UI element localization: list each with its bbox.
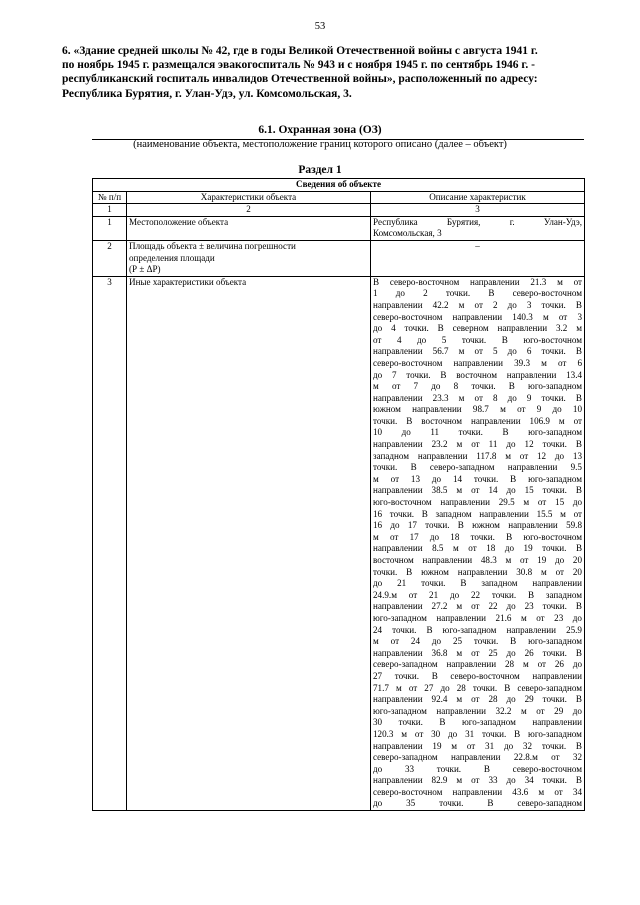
row-number: 3 <box>93 276 127 810</box>
table-caption-row <box>93 179 585 192</box>
description-line: от 4 до 5 точки. В юго-восточном <box>373 334 583 345</box>
description-line: северо-западном направлении 28 м от 26 до <box>373 659 583 670</box>
part-title: Раздел 1 <box>298 164 342 176</box>
description-line: м от 17 до 18 точки. В юго-восточном <box>373 531 583 542</box>
description-line: направлении 56.7 м от 5 до 6 точки. В <box>373 346 582 357</box>
description-line: северо-западном направлении 22.8.м от 32 <box>373 752 582 763</box>
description-line: юго-западном направлении 21.6 м от 23 до <box>373 612 582 623</box>
description-line: направлении 8.5 м от 18 до 19 точки. В <box>373 543 583 554</box>
description-line: 24 точки. В юго-западном направлении 25.9 <box>373 624 582 635</box>
description-line: 30 точки. В юго-западном направлении <box>373 717 582 728</box>
characteristic-line: определения площади <box>129 252 215 263</box>
description-line: м от 13 до 14 точки. В юго-западном <box>373 473 582 484</box>
row-description: – <box>371 240 585 276</box>
column-header-characteristic: Характеристики объекта <box>127 191 371 204</box>
description-line: 10 до 11 точки. В юго-западном <box>373 427 582 438</box>
description-line: 120.3 м от 30 до 31 точки. В юго-западном <box>373 728 582 739</box>
description-line: северо-восточном направлении 39.3 м от 6 <box>373 357 582 368</box>
row-description <box>371 216 585 240</box>
table-row <box>93 240 585 276</box>
description-line: 71.7 м от 27 до 28 точки. В северо-западном <box>373 682 582 693</box>
section-title: 6.1. Охранная зона (ОЗ) <box>258 124 382 136</box>
description-line: 16 до 17 точки. В южном направлении 59.8 <box>373 520 582 531</box>
description-line: восточном направлении 48.3 м от 19 до 20 <box>373 555 582 565</box>
column-header-description: Описание характеристик <box>371 191 585 204</box>
description-line: точки. В восточном направлении 106.9 м от <box>373 415 583 426</box>
description-line: точки. В северо-западном направлении 9.5 <box>373 462 582 473</box>
description-line: до 21 точки. В западном направлении <box>373 578 582 589</box>
description-line: до 7 точки. В восточном направлении 13.4 <box>373 369 583 380</box>
description-line: северо-восточном направлении 43.6 м от 34 <box>373 786 582 797</box>
description-line: направлении 19 м от 31 до 32 точки. В <box>373 740 582 751</box>
description-line: В северо-восточном направлении 21.3 м от <box>373 276 583 287</box>
description-line: южном направлении 98.7 м от 9 до 10 <box>373 404 583 415</box>
description-line: 24.9.м от 21 до 22 точки. В западном <box>373 589 582 600</box>
page-number: 53 <box>314 21 326 32</box>
row-number: 1 <box>93 216 127 240</box>
table-row <box>93 276 585 810</box>
heading-line: по ноябрь 1945 г. размещался эвакогоспиталь № 943 и с ноября 1945 г. по сентябрь 1946 г. - <box>62 59 535 72</box>
section-subcaption: (наименование объекта, местоположение границ которого описано (далее – объект) <box>133 139 507 150</box>
table-row <box>93 216 585 240</box>
characteristic-line: (Р ± ΔР) <box>129 264 161 275</box>
description-line: направлении 36.8 м от 25 до 26 точки. В <box>373 647 582 658</box>
description-line: 16 точки. В западном направлении 15.5 м от <box>373 508 583 519</box>
description-line: западном направлении 117.8 м от 12 до 13 <box>373 450 582 461</box>
column-number: 3 <box>371 204 585 217</box>
description-line: направлении 23.3 м от 8 до 9 точки. В <box>373 392 582 403</box>
column-number: 2 <box>127 204 371 217</box>
heading-line: республиканский госпиталь инвалидов Отечественной войны», расположенный по адресу: <box>62 73 538 86</box>
description-line: юго-западном направлении 32.2 м от 29 до <box>373 705 582 716</box>
description-line: м от 7 до 8 точки. В юго-западном <box>373 381 582 392</box>
characteristic-line: Площадь объекта ± величина погрешности <box>129 240 296 251</box>
row-characteristic <box>127 240 371 276</box>
heading-line: 6. «Здание средней школы № 42, где в годы Великой Отечественной войны с августа 1941 г. <box>62 45 538 57</box>
object-info-table <box>92 178 585 811</box>
row-characteristic: Местоположение объекта <box>127 216 371 240</box>
table-header-row <box>93 191 585 204</box>
description-line: точки. В южном направлении 30.8 м от 20 <box>373 566 582 577</box>
description-line: 27 точки. В северо-восточном направлении <box>373 670 582 681</box>
description-line: направлении 82.9 м от 33 до 34 точки. В <box>373 775 582 786</box>
description-line: Комсомольская, 3 <box>373 228 442 239</box>
object-heading <box>62 44 580 101</box>
description-line: направлении 27.2 м от 22 до 23 точки. В <box>373 601 582 612</box>
column-header-number: № п/п <box>93 191 127 204</box>
description-line: до 4 точки. В северном направлении 3.2 м <box>373 323 582 334</box>
description-line: направлении 92.4 м от 28 до 29 точки. В <box>373 694 582 705</box>
heading-line: Республика Бурятия, г. Улан-Удэ, ул. Комсомольская, 3. <box>62 87 352 100</box>
description-line: Республика Бурятия, г. Улан-Удэ, <box>373 216 582 227</box>
row-description <box>371 276 585 810</box>
row-number: 2 <box>93 240 127 276</box>
description-line: направлении 38.5 м от 14 до 15 точки. В <box>373 485 582 496</box>
table-numbering-row <box>93 204 585 217</box>
description-line: м от 24 до 25 точки. В юго-западном <box>373 636 582 647</box>
table-caption: Сведения об объекте <box>93 179 585 192</box>
description-line: до 35 точки. В северо-западном <box>373 798 582 809</box>
description-line: направлении 23.2 м от 11 до 12 точки. В <box>373 439 582 450</box>
row-characteristic: Иные характеристики объекта <box>127 276 371 810</box>
description-line: до 33 точки. В северо-восточном <box>373 763 583 774</box>
column-number: 1 <box>93 204 127 217</box>
description-line: 1 до 2 точки. В северо-восточном <box>373 288 582 299</box>
description-line: юго-восточном направлении 29.5 м от 15 до <box>373 497 583 508</box>
description-line: северо-восточном направлении 140.3 м от 3 <box>373 311 582 322</box>
description-line: направлении 42.2 м от 2 до 3 точки. В <box>373 299 582 310</box>
